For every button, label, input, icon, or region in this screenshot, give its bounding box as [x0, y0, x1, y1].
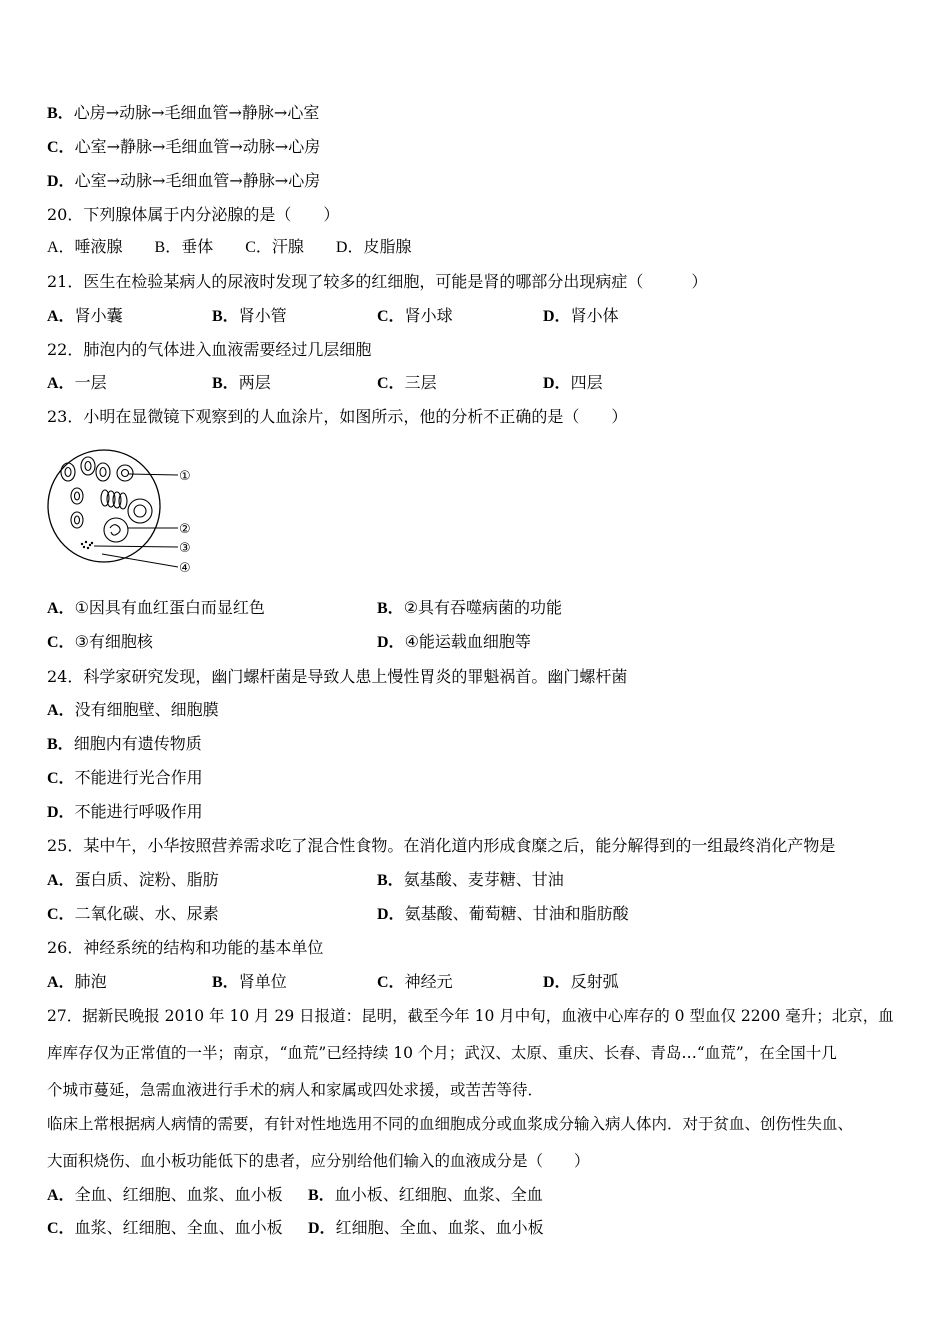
q25-option-a: A．蛋白质、淀粉、脂肪	[47, 870, 219, 889]
q22-option-b: B．两层	[212, 373, 271, 392]
blood-smear-figure	[40, 440, 210, 580]
q19-option-b: B．心房→动脉→毛细血管→静脉→心室	[47, 103, 320, 122]
q24-option-d: D．不能进行呼吸作用	[47, 802, 203, 821]
q24-option-a: A．没有细胞壁、细胞膜	[47, 700, 219, 719]
q21-option-c: C．肾小球	[377, 306, 453, 325]
q22-option-c: C．三层	[377, 373, 437, 392]
q27-line-3: 个城市蔓延，急需血液进行手术的病人和家属或四处求援，或苦苦等待．	[47, 1081, 544, 1099]
q27-option-d: D．红细胞、全血、血浆、血小板	[308, 1218, 544, 1237]
q19-option-c: C．心室→静脉→毛细血管→动脉→心房	[47, 137, 321, 156]
figure-label-4: ④	[179, 561, 191, 576]
q25-option-b: B．氨基酸、麦芽糖、甘油	[377, 870, 564, 889]
q24-option-b: B．细胞内有遗传物质	[47, 734, 202, 753]
q24-option-c: C．不能进行光合作用	[47, 768, 203, 787]
q27-option-c: C．血浆、红细胞、全血、血小板	[47, 1218, 283, 1237]
q23-option-b: B．②具有吞噬病菌的功能	[377, 598, 563, 617]
q22-option-a: A．一层	[47, 373, 107, 392]
q23-option-c: C．③有细胞核	[47, 632, 153, 651]
q25-option-d: D．氨基酸、葡萄糖、甘油和脂肪酸	[377, 904, 629, 923]
q27-line-1: 27．据新民晚报 2010 年 10 月 29 日报道：昆明，截至今年 10 月中旬，血液中心库存的 0 型血仅 2200 毫升；北京，血	[47, 1007, 894, 1025]
q27-option-b: B．血小板、红细胞、血浆、全血	[308, 1185, 543, 1204]
q27-line-2: 库库存仅为正常值的一半；南京，“血荒”已经持续 10 个月；武汉、太原、重庆、长春、青岛…“血荒”，在全国十几	[47, 1044, 837, 1062]
q21-stem: 21．医生在检验某病人的尿液时发现了较多的红细胞，可能是肾的哪部分出现病症（ ）	[47, 272, 708, 291]
q22-stem: 22．肺泡内的气体进入血液需要经过几层细胞	[47, 340, 372, 359]
q21-option-d: D．肾小体	[543, 306, 619, 325]
q22-option-d: D．四层	[543, 373, 603, 392]
figure-label-1: ①	[179, 469, 191, 484]
q26-option-b: B．肾单位	[212, 972, 287, 991]
q26-option-d: D．反射弧	[543, 972, 619, 991]
q26-option-a: A．肺泡	[47, 972, 107, 991]
q19-option-d: D．心室→动脉→毛细血管→静脉→心房	[47, 171, 321, 190]
q23-option-d: D．④能运载血细胞等	[377, 632, 531, 651]
q20-stem: 20．下列腺体属于内分泌腺的是（ ）	[47, 205, 340, 224]
q27-option-a: A．全血、红细胞、血浆、血小板	[47, 1185, 283, 1204]
q27-line-5: 大面积烧伤、血小板功能低下的患者，应分别给他们输入的血液成分是（ ）	[47, 1152, 590, 1170]
q26-option-c: C．神经元	[377, 972, 453, 991]
q24-stem: 24．科学家研究发现，幽门螺杆菌是导致人患上慢性胃炎的罪魁祸首。幽门螺杆菌	[47, 667, 628, 686]
q21-option-a: A．肾小囊	[47, 306, 123, 325]
q26-stem: 26．神经系统的结构和功能的基本单位	[47, 938, 324, 957]
figure-label-2: ②	[179, 522, 191, 537]
q23-option-a: A．①因具有血红蛋白而显红色	[47, 598, 265, 617]
q20-options: A．唾液腺 B．垂体 C．汗腺 D．皮脂腺	[47, 239, 412, 256]
figure-label-3: ③	[179, 541, 191, 556]
q21-option-b: B．肾小管	[212, 306, 287, 325]
q27-line-4: 临床上常根据病人病情的需要，有针对性地选用不同的血细胞成分或血浆成分输入病人体内．对于贫血、创伤性失血、	[47, 1115, 854, 1133]
q25-option-c: C．二氧化碳、水、尿素	[47, 904, 219, 923]
q23-stem: 23．小明在显微镜下观察到的人血涂片，如图所示，他的分析不正确的是（ ）	[47, 407, 628, 426]
q25-stem: 25．某中午，小华按照营养需求吃了混合性食物。在消化道内形成食糜之后，能分解得到的一组最终消化产物是	[47, 836, 836, 855]
